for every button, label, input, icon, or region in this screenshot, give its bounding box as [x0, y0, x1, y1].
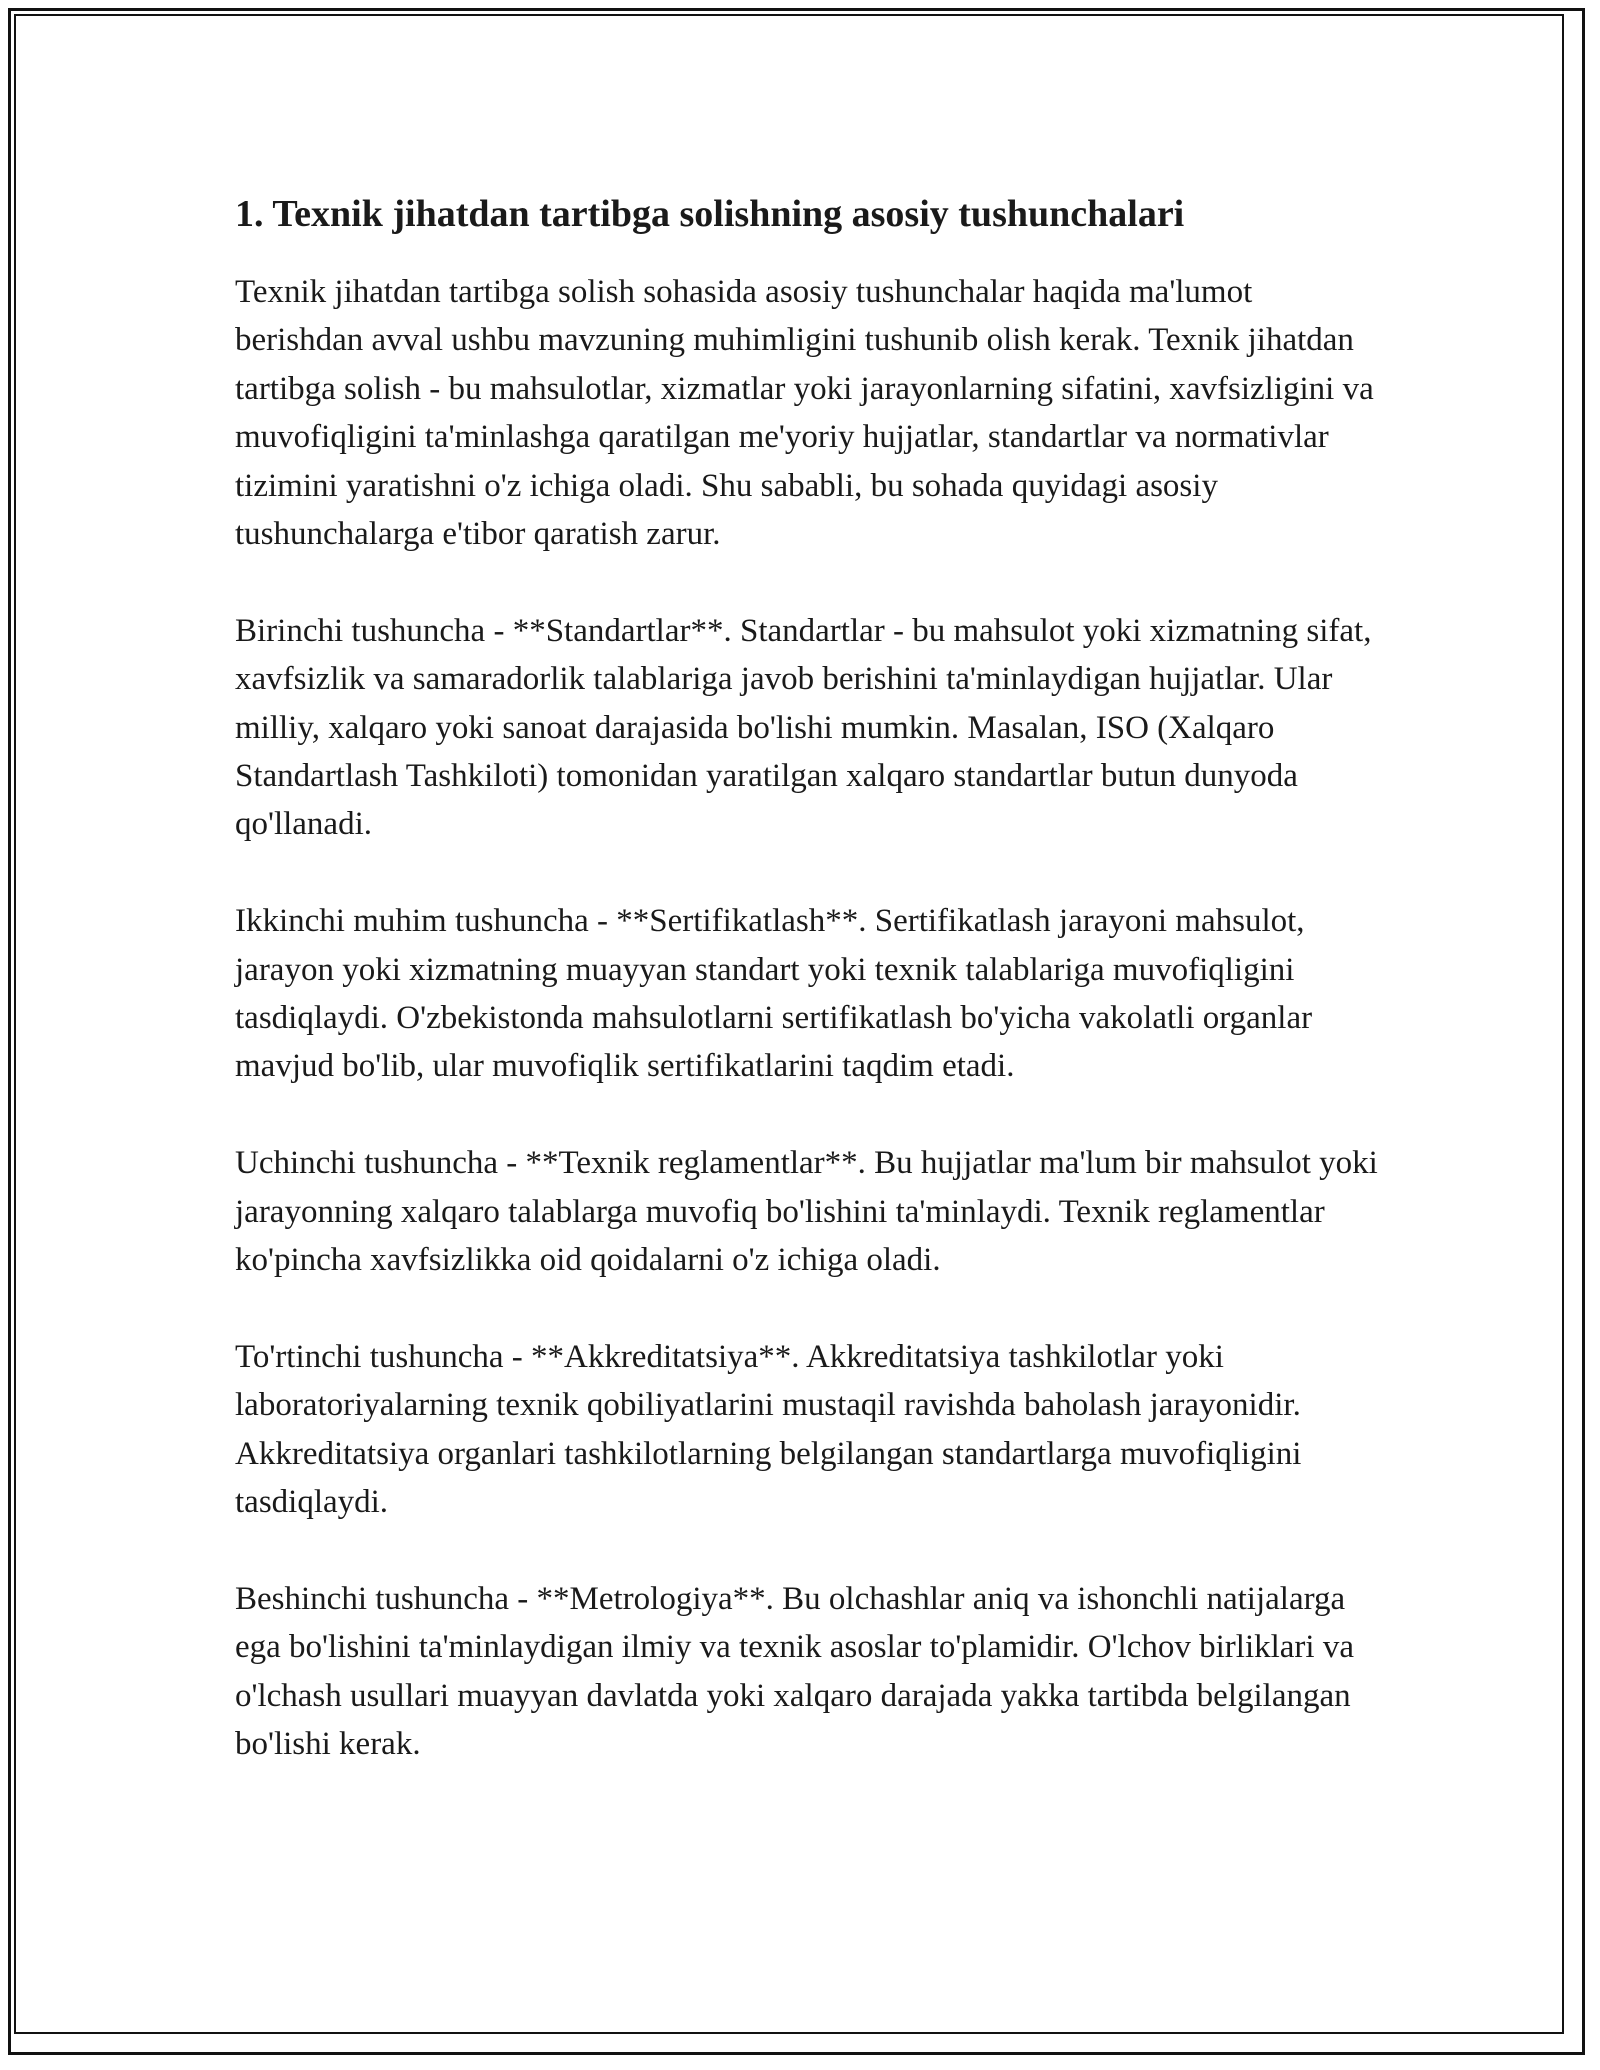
document-title: 1. Texnik jihatdan tartibga solishning asosiy tushunchalari [235, 193, 1185, 235]
paragraph-metrology: Beshinchi tushuncha - **Metrologiya**. Bu olchashlar aniq va ishonchli natijalarga ega bo'lishini ta'minlaydigan ilmiy va texnik asoslar to'plamidir. O'lchov birliklari va o'lchash usullari muayyan davlatda yoki xalqaro darajada yakka tartibda belgilangan bo'lishi kerak. [235, 1580, 1354, 1763]
document-body [235, 186, 1385, 1817]
paragraph-intro: Texnik jihatdan tartibga solish sohasida asosiy tushunchalar haqida ma'lumot berishdan avval ushbu mavzuning muhimligini tushunib olish kerak. Texnik jihatdan tartibga solish - bu mahsulotlar, xizmatlar yoki jarayonlarning sifatini, xavfsizligini va muvofiqligini ta'minlashga qaratilgan me'yoriy hujjatlar, standartlar va normativlar tizimini yaratishni o'z ichiga oladi. Shu sababli, bu sohada quyidagi asosiy tushunchalarga e'tibor qaratish zarur. [235, 274, 1374, 553]
paragraph-technical-regulations: Uchinchi tushuncha - **Texnik reglamentlar**. Bu hujjatlar ma'lum bir mahsulot yoki jarayonning xalqaro talablarga muvofiq bo'lishini ta'minlaydi. Texnik reglamentlar ko'pincha xavfsizlikka oid qoidalarni o'z ichiga oladi. [235, 1145, 1378, 1279]
paragraph-standards: Birinchi tushuncha - **Standartlar**. Standartlar - bu mahsulot yoki xizmatning sifat, xavfsizlik va samaradorlik talablariga javob berishini ta'minlaydigan hujjatlar. Ular milliy, xalqaro yoki sanoat darajasida bo'lishi mumkin. Masalan, ISO (Xalqaro Standartlash Tashkiloti) tomonidan yaratilgan xalqaro standartlar butun dunyoda qo'llanadi. [235, 612, 1372, 843]
paragraph-accreditation: To'rtinchi tushuncha - **Akkreditatsiya**. Akkreditatsiya tashkilotlar yoki laboratoriyalarning texnik qobiliyatlarini mustaqil ravishda baholash jarayonidir. Akkreditatsiya organlari tashkilotlarning belgilangan standartlarga muvofiqligini tasdiqlaydi. [235, 1338, 1302, 1521]
paragraph-certification: Ikkinchi muhim tushuncha - **Sertifikatlash**. Sertifikatlash jarayoni mahsulot, jarayon yoki xizmatning muayyan standart yoki texnik talablariga muvofiqligini tasdiqlaydi. O'zbekistonda mahsulotlarni sertifikatlash bo'yicha vakolatli organlar mavjud bo'lib, ular muvofiqlik sertifikatlarini taqdim etadi. [235, 903, 1313, 1085]
